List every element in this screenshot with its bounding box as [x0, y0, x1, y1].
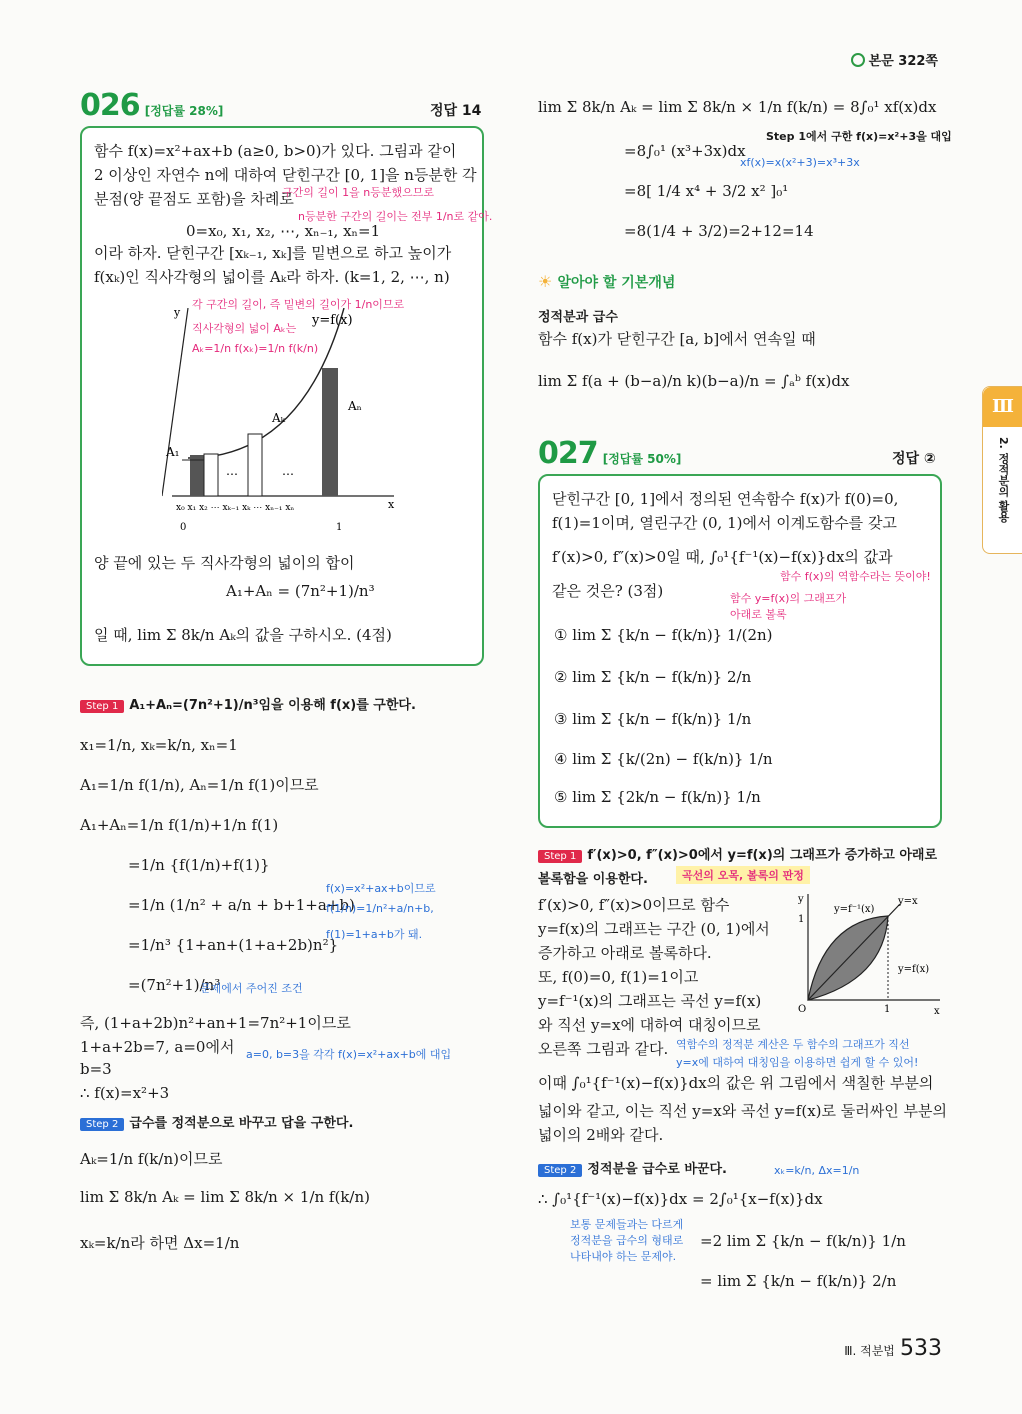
q026-problem-box	[80, 126, 493, 666]
inverse-function-graph	[794, 890, 944, 1020]
circle-icon	[851, 53, 865, 67]
step-heading: 볼록함을 이용한다.	[538, 872, 648, 887]
problem-line: 같은 것은? (3점)	[552, 582, 664, 600]
zero-label: 0	[180, 522, 187, 533]
sol-line: x₁=1/n, xₖ=k/n, xₙ=1	[80, 736, 238, 754]
concept-line: 함수 f(x)가 닫힌구간 [a, b]에서 연속일 때	[538, 330, 816, 348]
accuracy-rate: [정답률 28%]	[144, 104, 224, 118]
sol-line: 넓이와 같고, 이는 직선 y=x와 곡선 y=f(x)로 둘러싸인 부분의	[538, 1102, 947, 1120]
margin-note: 각 구간의 길이, 즉 밑변의 길이가 1/n이므로	[192, 298, 405, 311]
sol-line: Aₖ=1/n f(k/n)이므로	[80, 1150, 223, 1168]
sol-line: A₁+Aₙ=1/n f(1/n)+1/n f(1)	[80, 816, 279, 834]
sol-line: =2 lim Σ {k/n − f(k/n)} 1/n	[700, 1232, 906, 1250]
sol-line: 오른쪽 그림과 같다.	[538, 1040, 669, 1058]
choice-5[interactable]: ⑤ lim Σ {2k/n − f(k/n)} 1/n	[554, 788, 761, 806]
accuracy-rate: [정답률 50%]	[602, 452, 682, 466]
margin-note: 구간의 길이 1을 n등분했으므로	[282, 186, 434, 199]
problem-line: f(xₖ)인 직사각형의 넓이를 Aₖ라 하자. (k=1, 2, ⋯, n)	[94, 268, 450, 286]
problem-line: f(1)=1이며, 열린구간 (0, 1)에서 이계도함수를 갖고	[552, 514, 897, 532]
one-label: 1	[798, 914, 805, 925]
problem-line: f′(x)>0, f″(x)>0일 때, ∫₀¹{f⁻¹(x)−f(x)}dx의 값과	[552, 548, 893, 566]
step2-row	[80, 1112, 353, 1131]
sol-line: =8∫₀¹ (x³+3x)dx	[624, 142, 746, 160]
margin-note: n등분한 구간의 길이는 전부 1/n로 같아.	[298, 210, 493, 223]
q027-header	[538, 436, 681, 471]
sol-line: 즉, (1+a+2b)n²+an+1=7n²+1이므로	[80, 1014, 351, 1032]
page-number: 533	[900, 1336, 942, 1361]
given-equation: A₁+Aₙ = (7n²+1)/n³	[226, 582, 375, 600]
sol-line: b=3	[80, 1060, 112, 1078]
margin-note: f(1/n)=1/n²+a/n+b,	[326, 902, 434, 915]
sol-line: ∴ ∫₀¹{f⁻¹(x)−f(x)}dx = 2∫₀¹{x−f(x)}dx	[538, 1190, 823, 1208]
q027-problem-box	[538, 474, 942, 828]
step2-row	[538, 1158, 727, 1177]
margin-note: y=x에 대하여 대칭임을 이용하면 쉽게 할 수 있어!	[676, 1056, 919, 1069]
sol-line: y=f(x)의 그래프는 구간 (0, 1)에서	[538, 920, 770, 938]
margin-note: xₖ=k/n, Δx=1/n	[774, 1164, 860, 1177]
hint-badge: 곡선의 오목, 볼록의 판정	[676, 866, 810, 884]
margin-note: Aₖ=1/n f(xₖ)=1/n f(k/n)	[192, 342, 319, 355]
step-heading: 정적분을 급수로 바꾼다.	[587, 1162, 727, 1177]
one-label: 1	[336, 522, 343, 533]
x-axis-label: x	[388, 498, 395, 511]
an-label: Aₙ	[348, 399, 362, 413]
sol-line: 또, f(0)=0, f(1)=1이고	[538, 968, 699, 986]
sol-line: lim Σ 8k/n Aₖ = lim Σ 8k/n × 1/n f(k/n) = 8∫₀¹ xf(x)dx	[538, 98, 937, 116]
concept-formula: lim Σ f(a + (b−a)/n k)(b−a)/n = ∫ₐᵇ f(x)dx	[538, 372, 850, 390]
step-tag: Step 1	[538, 850, 582, 863]
step-heading: f′(x)>0, f″(x)>0에서 y=f(x)의 그래프가 증가하고 아래로	[587, 848, 938, 863]
sol-line: =1/n {f(1/n)+f(1)}	[128, 856, 270, 874]
answer-label: 정답 14	[430, 103, 482, 119]
sol-line: f′(x)>0, f″(x)>0이므로 함수	[538, 896, 730, 914]
problem-line: 양 끝에 있는 두 직사각형의 넓이의 합이	[94, 554, 355, 572]
sol-line: xₖ=k/n라 하면 Δx=1/n	[80, 1234, 240, 1252]
sol-line: 와 직선 y=x에 대하여 대칭이므로	[538, 1016, 761, 1034]
y-axis-label: y	[174, 308, 181, 319]
problem-line: 닫힌구간 [0, 1]에서 정의된 연속함수 f(x)가 f(0)=0,	[552, 490, 899, 508]
line-label: y=x	[898, 896, 918, 907]
problem-line: 일 때, lim Σ 8k/n Aₖ의 값을 구하시오. (4점)	[94, 626, 392, 644]
step1-row	[80, 694, 416, 713]
margin-note: f(x)=x²+ax+b이므로	[326, 882, 436, 895]
y-axis-label: y	[798, 894, 804, 905]
a1-label: A₁	[166, 445, 180, 459]
choice-4[interactable]: ④ lim Σ {k/(2n) − f(k/n)} 1/n	[554, 750, 773, 768]
problem-line: 함수 f(x)=x²+ax+b (a≥0, b>0)가 있다. 그림과 같이	[94, 142, 457, 160]
sol-line: ∴ f(x)=x²+3	[80, 1084, 170, 1102]
margin-note: 나타내야 하는 문제야.	[570, 1250, 677, 1263]
answer-label: 정답 ②	[892, 451, 936, 467]
margin-note: 함수 y=f(x)의 그래프가	[730, 592, 847, 605]
concept-title: 알아야 할 기본개념	[557, 275, 676, 291]
margin-note: 역함수의 정적분 계산은 두 함수의 그래프가 직선	[676, 1038, 910, 1051]
margin-note: 보통 문제들과는 다르게	[570, 1218, 684, 1231]
origin-label: O	[798, 1004, 807, 1015]
sol-line: lim Σ 8k/n Aₖ = lim Σ 8k/n × 1/n f(k/n)	[80, 1188, 370, 1206]
question-number: 026	[80, 88, 140, 123]
question-number: 027	[538, 436, 598, 471]
problem-line: 분점(양 끝점도 포함)을 차례로	[94, 190, 294, 208]
sol-line: =1/n³ {1+an+(1+a+2b)n²}	[128, 936, 339, 954]
sol-line: =8(1/4 + 3/2)=2+12=14	[624, 222, 814, 240]
x-tick-labels: x₀ x₁ x₂ ⋯ xₖ₋₁ xₖ ⋯ xₙ₋₁ xₙ	[176, 503, 295, 513]
margin-note: f(1)=1+a+b가 돼.	[326, 928, 423, 941]
chapter-number: Ⅲ	[983, 387, 1022, 427]
chapter-tab[interactable]	[982, 386, 1022, 554]
step-heading: 급수를 정적분으로 바꾸고 답을 구한다.	[129, 1116, 354, 1131]
step-heading: A₁+Aₙ=(7n²+1)/n³임을 이용해 f(x)를 구한다.	[129, 698, 416, 713]
x-axis-label: x	[934, 1006, 940, 1017]
sol-line: 이때 ∫₀¹{f⁻¹(x)−f(x)}dx의 값은 위 그림에서 색칠한 부분의	[538, 1074, 934, 1092]
margin-note: Step 1에서 구한 f(x)=x²+3을 대입	[766, 130, 952, 143]
ellipsis: ⋯	[282, 467, 294, 481]
step-tag: Step 1	[80, 700, 124, 713]
problem-line: 이라 하자. 닫힌구간 [xₖ₋₁, xₖ]를 밑변으로 하고 높이가	[94, 244, 452, 262]
footer-label: Ⅲ. 적분법	[844, 1344, 895, 1358]
problem-line: 2 이상인 자연수 n에 대하여 닫힌구간 [0, 1]을 n등분한 각	[94, 166, 477, 184]
lightbulb-icon: ☀	[538, 272, 553, 291]
ak-label: Aₖ	[272, 411, 286, 425]
margin-note: 정적분을 급수의 형태로	[570, 1234, 684, 1247]
one-label: 1	[884, 1004, 891, 1015]
choice-1[interactable]: ① lim Σ {k/n − f(k/n)} 1/(2n)	[554, 626, 773, 644]
choice-3[interactable]: ③ lim Σ {k/n − f(k/n)} 1/n	[554, 710, 752, 728]
chapter-title: 2. 정적분의 활용	[997, 437, 1010, 523]
page-reference: 본문 322쪽	[851, 50, 938, 69]
sol-line: 1+a+2b=7, a=0에서	[80, 1038, 235, 1056]
sol-line: y=f⁻¹(x)의 그래프는 곡선 y=f(x)	[538, 992, 762, 1010]
step1-row	[538, 844, 937, 863]
margin-note: 함수 f(x)의 역함수라는 뜻이야!	[780, 570, 931, 583]
problem-line: 0=x₀, x₁, x₂, ⋯, xₙ₋₁, xₙ=1	[186, 222, 381, 240]
sol-line: = lim Σ {k/n − f(k/n)} 2/n	[700, 1272, 897, 1290]
margin-note: 아래로 볼록	[730, 608, 787, 621]
sol-line: A₁=1/n f(1/n), Aₙ=1/n f(1)이므로	[80, 776, 319, 794]
margin-note: a=0, b=3을 각각 f(x)=x²+ax+b에 대입	[246, 1048, 452, 1061]
step-tag: Step 2	[538, 1164, 582, 1177]
choice-2[interactable]: ② lim Σ {k/n − f(k/n)} 2/n	[554, 668, 752, 686]
sol-line: 증가하고 아래로 볼록하다.	[538, 944, 712, 962]
curve-label: y=f(x)	[312, 313, 353, 328]
sol-line: =1/n (1/n² + a/n + b+1+a+b)	[128, 896, 355, 914]
riemann-sum-graph	[162, 308, 402, 538]
concept-header	[538, 272, 675, 292]
margin-note: 직사각형의 넓이 Aₖ는	[192, 322, 297, 335]
margin-note: xf(x)=x(x²+3)=x³+3x	[740, 156, 860, 169]
ellipsis: ⋯	[226, 467, 238, 481]
step-tag: Step 2	[80, 1118, 124, 1131]
concept-subtitle: 정적분과 급수	[538, 310, 618, 325]
sol-line: 넓이의 2배와 같다.	[538, 1126, 664, 1144]
q026-header	[80, 88, 223, 123]
page-footer	[844, 1336, 942, 1361]
sol-line: =(7n²+1)/n³	[128, 976, 221, 994]
margin-note: 문제에서 주어진 조건	[200, 982, 303, 995]
sol-line: =8[ 1/4 x⁴ + 3/2 x² ]₀¹	[624, 182, 789, 200]
inverse-label: y=f⁻¹(x)	[834, 904, 875, 915]
curve-label: y=f(x)	[898, 964, 930, 975]
